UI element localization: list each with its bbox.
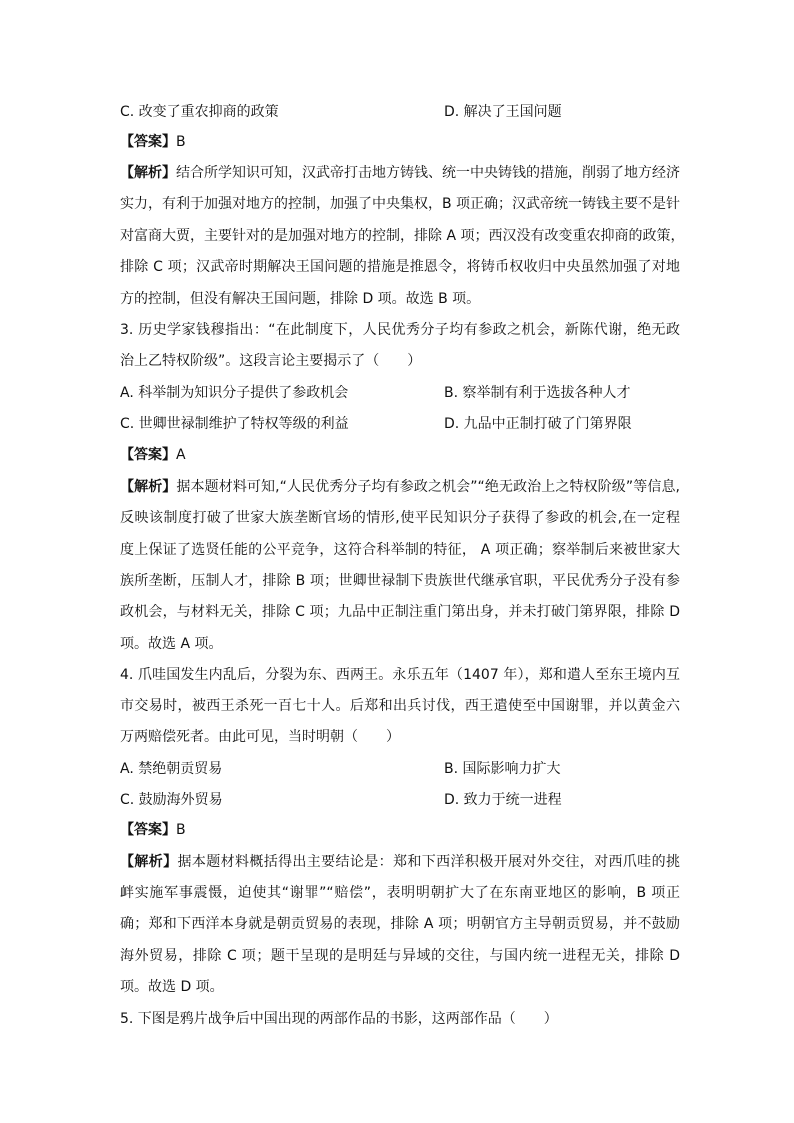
q2-option-c: C. 改变了重农抑商的政策 — [120, 104, 279, 120]
q3-option-d: D. 九品中正制打破了门第界限 — [444, 416, 632, 432]
q4-option-d: D. 致力于统一进程 — [444, 792, 562, 808]
q4-option-b: B. 国际影响力扩大 — [444, 761, 561, 777]
q4-answer — [120, 820, 680, 840]
q3-analysis-line: 度上保证了选贤任能的公平竞争，这符合科举制的特征， A 项正确；察举制后来被世家大 — [120, 542, 680, 558]
q3-stem-line: 治上乙特权阶级”。这段言论主要揭示了（ ） — [120, 353, 422, 369]
q4-analysis-line: 项。故选 D 项。 — [120, 979, 224, 995]
q4-analysis-line: 衅实施军事震慑，迫使其“谢罪”“赔偿”，表明明朝扩大了在东南亚地区的影响，B 项正 — [120, 885, 680, 901]
analysis-label: 【解析】 — [120, 165, 176, 181]
answer-label: 【答案】 — [120, 822, 176, 838]
q2-analysis-line: 实力，有利于加强对地方的控制，加强了中央集权，B 项正确；汉武帝统一铸钱主要不是针 — [120, 196, 681, 212]
q5-stem-line: 5. 下图是鸦片战争后中国出现的两部作品的书影，这两部作品（ ） — [120, 1011, 558, 1027]
answer-value: B — [176, 822, 186, 838]
q4-option-c: C. 鼓励海外贸易 — [120, 792, 223, 808]
q3-option-a: A. 科举制为知识分子提供了参政机会 — [120, 385, 349, 401]
q3-answer — [120, 445, 680, 465]
q2-analysis-line: 方的控制，但没有解决王国问题，排除 D 项。故选 B 项。 — [120, 291, 481, 307]
q4-stem-line: 4. 爪哇国发生内乱后，分裂为东、西两王。永乐五年（1407 年），郑和遣人至东王境内互 — [120, 667, 680, 683]
q4-analysis-line: 【解析】据本题材料概括得出主要结论是：郑和下西洋积极开展对外交往，对西爪哇的挑 — [120, 854, 681, 870]
q3-analysis-line: 项。故选 A 项。 — [120, 636, 223, 652]
q3-analysis-line: 族所垄断，压制人才，排除 B 项；世卿世禄制下贵族世代继承官职，平民优秀分子没有参 — [120, 573, 680, 589]
analysis-label: 【解析】 — [120, 854, 178, 870]
q4-stem-line: 市交易时，被西王杀死一百七十人。后郑和出兵讨伐，西王遣使至中国谢罪，并以黄金六 — [120, 698, 680, 714]
q3-analysis-line: 【解析】据本题材料可知,“人民优秀分子均有参政之机会”“绝无政治上之特权阶级”等信息, — [120, 479, 681, 495]
q2-analysis-line: 【解析】结合所学知识可知，汉武帝打击地方铸钱、统一中央铸钱的措施，削弱了地方经济 — [120, 165, 680, 181]
q4-analysis-line: 确；郑和下西洋本身就是朝贡贸易的表现，排除 A 项；明朝官方主导朝贡贸易，并不鼓励 — [120, 916, 680, 932]
answer-value: A — [176, 447, 186, 463]
answer-value: B — [176, 134, 186, 150]
q3-option-c: C. 世卿世禄制维护了特权等级的利益 — [120, 416, 349, 432]
q3-option-b: B. 察举制有利于选拔各种人才 — [444, 385, 631, 401]
answer-label: 【答案】 — [120, 447, 176, 463]
q4-stem-line: 万两赔偿死者。由此可见，当时明朝（ ） — [120, 729, 400, 745]
q3-stem-line: 3. 历史学家钱穆指出：“在此制度下，人民优秀分子均有参政之机会，新陈代谢，绝无政 — [120, 322, 680, 338]
q2-answer — [120, 132, 680, 152]
analysis-label: 【解析】 — [120, 479, 177, 495]
q2-option-d: D. 解决了王国问题 — [444, 104, 562, 120]
q3-analysis-line: 政机会，与材料无关，排除 C 项；九品中正制注重门第出身，并未打破门第界限，排除 D — [120, 604, 680, 620]
q2-analysis-line: 排除 C 项；汉武帝时期解决王国问题的措施是推恩令，将铸币权收归中央虽然加强了对地 — [120, 259, 680, 275]
q4-option-a: A. 禁绝朝贡贸易 — [120, 761, 223, 777]
q4-analysis-line: 海外贸易，排除 C 项；题干呈现的是明廷与异域的交往，与国内统一进程无关，排除 D — [120, 948, 680, 964]
q3-analysis-line: 反映该制度打破了世家大族垄断官场的情形,使平民知识分子获得了参政的机会,在一定程 — [120, 510, 680, 526]
answer-label: 【答案】 — [120, 134, 176, 150]
q2-analysis-line: 对富商大贾，主要针对的是加强对地方的控制，排除 A 项；西汉没有改变重农抑商的政策， — [120, 228, 685, 244]
